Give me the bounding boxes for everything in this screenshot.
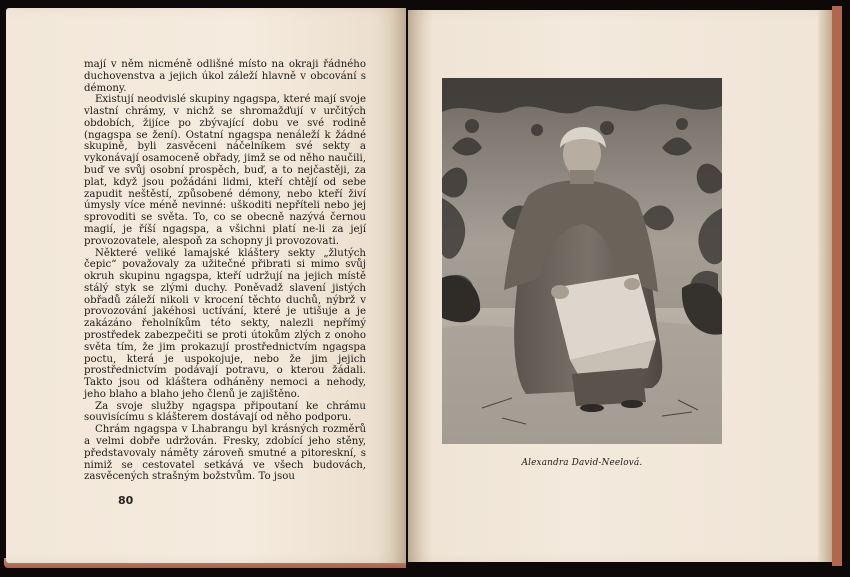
paragraph: Některé veliké lamajské kláštery sekty „žlutých čepic“ považovaly za užitečné přibrati si mimo svůj okruh skupinu ngagspa, kteří udržují na jejich místě stálý styk se zlými duchy. Poněvadž slavení jistých obřadů záleží nikoli v krocení těchto duchů, nýbrž v provozování jakéhosi uctívání, které je utišuje a je zakázáno řeholníkům této sekty, nalezli nepřímý prostředek zabezpečiti se proti útokům zlých z onoho světa tím, že jim prokazují prostřednictvím ngagspa poctu, která je uspokojuje, nebo že jim jejich prostřednictvím podávají potravu, o kterou žádali. Takto jsou od kláštera odháněny nemoci a nehody, jeho blaho a blaho jeho členů je zajištěno. [84, 247, 366, 400]
photo-caption: Alexandra David-Neelová. [521, 458, 643, 468]
portrait-photo [442, 78, 722, 444]
paragraph: Existují neodvislé skupiny ngagspa, které mají svoje vlastní chrámy, v nichž se shromažďují v určitých obdobích, žijíce po zbývající dobu ve své rodině (ngagspa se žení). Ostatní ngagspa nenáleží k žádné skupině, byli zasvěceni náčelníkem své sekty a vykonávají osamoceně obřady, jimž se od něho naučili, buď ve svůj osobní prospěch, buď, a to nejčastěji, za plat, když jsou požádáni lidmi, kteří chtějí od sebe zapudit neštěstí, způsobené démony, nebo kteří živí úmysly více méně nevinné: uškoditi nepříteli nebo jej sprovoditi se světa. To, co se obecně nazývá černou magií, je říší ngagspa, a všichni platí ne-li za její provozovatele, alespoň za schopny ji provozovati. [84, 94, 366, 247]
page-number: 80 [118, 494, 134, 507]
paragraph: mají v něm nicméně odlišné místo na okraji řádného duchovenstva a jejich úkol záleží hlavně v obcování s démony. [84, 59, 366, 94]
portrait-photo-illustration [442, 78, 722, 444]
page-stack-edge [818, 10, 832, 562]
cover-edge-right [832, 6, 842, 566]
paragraph: Chrám ngagspa v Lhabrangu byl krásných rozměrů a velmi dobře udržován. Fresky, zdobící jeho stěny, představovaly náměty zároveň smutné a pitoreskní, s nimiž se cestovatel setkává ve všech budovách, zasvěcených strašným božstvům. To jsou [84, 424, 366, 483]
body-text [84, 59, 366, 489]
paragraph: Za svoje služby ngagspa připoutaní ke chrámu souvisícímu s klášterem dostávají od něho podporu. [84, 400, 366, 424]
